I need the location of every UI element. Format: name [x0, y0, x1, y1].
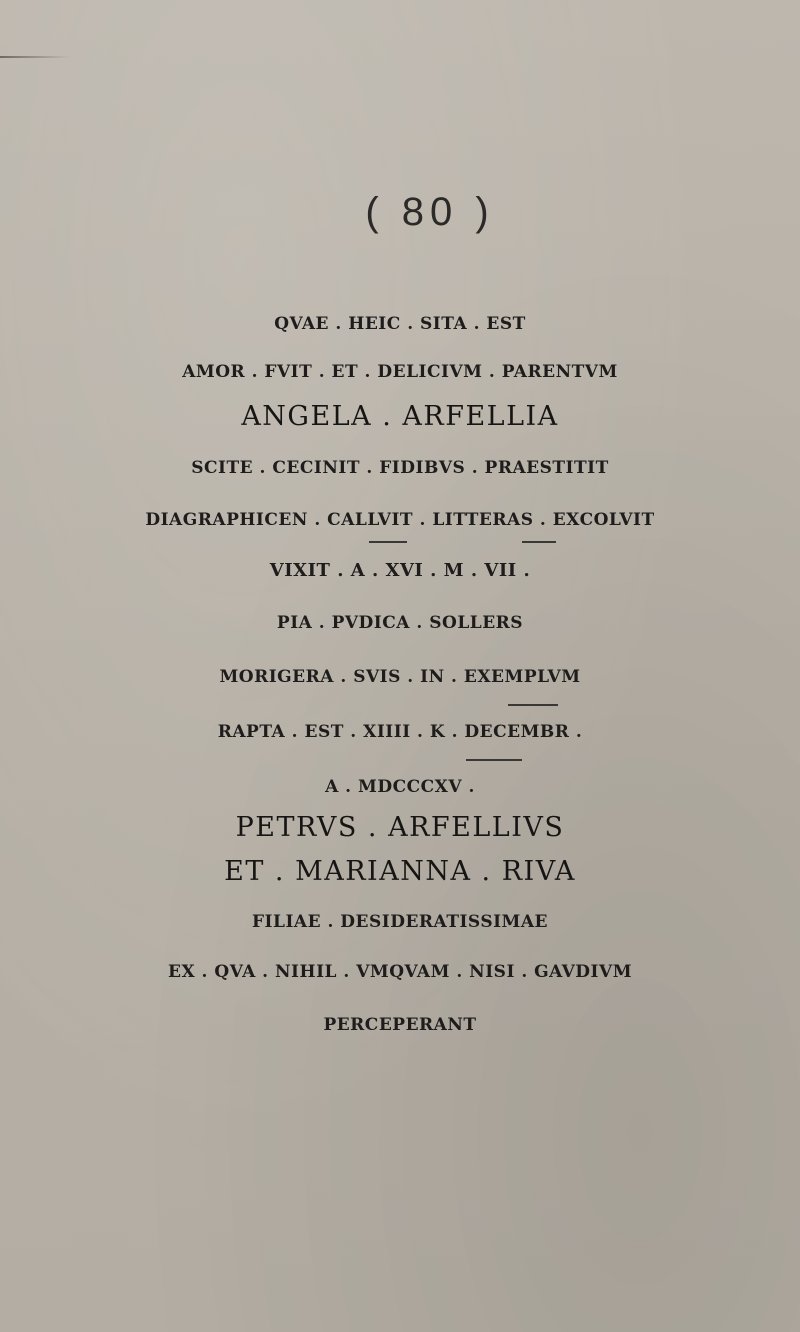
overline-rule — [522, 541, 556, 543]
overline-rule — [508, 704, 558, 706]
inscription-line-11: PETRVS . ARFELLIVS — [235, 812, 565, 843]
inscription-line-14: EX . QVA . NIHIL . VMQVAM . NISI . GAVDIVM — [167, 962, 633, 982]
inscription-line-12: ET . MARIANNA . RIVA — [224, 856, 576, 887]
inscription-line-10: A . MDCCCXV . — [325, 777, 475, 797]
overline-rule — [369, 541, 407, 543]
inscription-line-13: FILIAE . DESIDERATISSIMAE — [251, 912, 549, 932]
inscription-line-9: RAPTA . EST . XIIII . K . DECEMBR . — [217, 722, 583, 742]
inscription-line-2: AMOR . FVIT . ET . DELICIVM . PARENTVM — [182, 362, 618, 382]
inscription-line-8: MORIGERA . SVIS . IN . EXEMPLVM — [219, 667, 581, 687]
inscription-line-6: VIXIT . A . XVI . M . VII . — [269, 560, 531, 581]
page-edge-mark — [0, 56, 70, 58]
inscription-line-1: QVAE . HEIC . SITA . EST — [274, 314, 526, 334]
page-number: ( 80 ) — [365, 190, 495, 234]
inscription-line-3: ANGELA . ARFELLIA — [241, 401, 559, 432]
inscription-line-7: PIA . PVDICA . SOLLERS — [276, 613, 524, 633]
inscription-line-5: DIAGRAPHICEN . CALLVIT . LITTERAS . EXCOLVIT — [145, 510, 655, 530]
overline-rule — [466, 759, 522, 761]
inscription-line-15: PERCEPERANT — [323, 1015, 477, 1035]
inscription-line-4: SCITE . CECINIT . FIDIBVS . PRAESTITIT — [191, 458, 609, 478]
